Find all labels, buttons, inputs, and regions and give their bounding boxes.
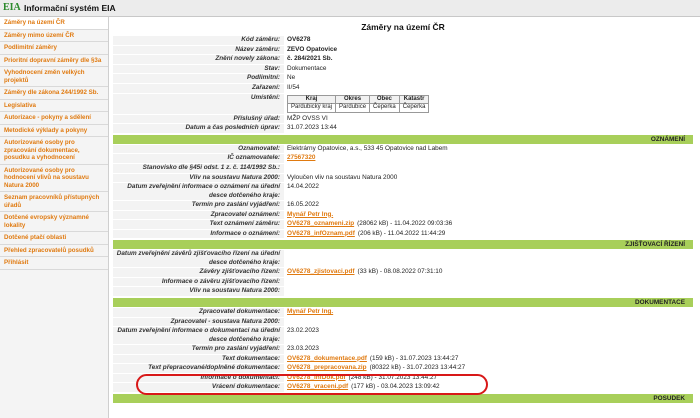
field-value xyxy=(284,183,693,200)
sidebar-item-vyhodnoceni-zmen-velkych-projektu[interactable]: Vyhodnocení změn velkých projektů xyxy=(0,67,108,87)
location-header: Okres xyxy=(336,95,370,104)
field-row xyxy=(113,145,693,155)
sidebar-item-autorizace-pokyny-a-sdeleni[interactable]: Autorizace - pokyny a sdělení xyxy=(0,112,108,125)
field-row xyxy=(113,250,693,268)
field-label: Vliv na soustavu Natura 2000: xyxy=(113,287,284,296)
app-header xyxy=(0,0,700,17)
field-link[interactable]: OV6278_dokumentace.pdf xyxy=(287,354,367,362)
field-label: Zpracovatel - soustava Natura 2000: xyxy=(113,318,284,327)
field-row xyxy=(113,164,693,174)
field-value xyxy=(284,287,693,296)
project-header xyxy=(113,36,693,94)
field-row xyxy=(113,154,693,164)
sidebar-item-prehled-zpracovatelu-posudku[interactable]: Přehled zpracovatelů posudků xyxy=(0,245,108,258)
sidebar-item-seznam-pracovniku-pristupnych-uradu[interactable]: Seznam pracovníků přístupných úřadů xyxy=(0,192,108,212)
field-value xyxy=(284,36,693,45)
field-row xyxy=(113,278,693,288)
page-title: Záměry na území ČR xyxy=(361,22,445,32)
field-link[interactable]: OV6278_zjistovaci.pdf xyxy=(287,268,355,276)
field-text: 16.05.2022 xyxy=(287,200,319,208)
field-label: Text oznámení záměru: xyxy=(113,220,284,229)
field-value xyxy=(284,46,693,55)
field-value xyxy=(284,124,693,133)
field-label: Datum zveřejnění závěrů zjišťovacího řízení na úřední desce dotčeného kraje: xyxy=(113,250,284,267)
field-value xyxy=(284,145,693,154)
field-row xyxy=(113,55,693,65)
field-text: OV6278 xyxy=(287,36,311,43)
field-link[interactable]: OV6278_infDok.pdf xyxy=(287,373,346,381)
sidebar xyxy=(0,17,109,418)
field-value xyxy=(284,327,693,344)
highlight-annotation xyxy=(136,374,488,395)
location-label: Umístění: xyxy=(113,94,284,114)
field-link[interactable]: OV6278_prepracovana.zip xyxy=(287,364,367,372)
field-row xyxy=(113,345,693,355)
field-row xyxy=(113,174,693,184)
location-header: Kraj xyxy=(288,95,336,104)
sidebar-item-metodicke-vyklady-a-pokyny[interactable]: Metodické výklady a pokyny xyxy=(0,125,108,138)
location-cell: Čeperka xyxy=(370,104,400,113)
field-text: 14.04.2022 xyxy=(287,183,319,191)
field-value xyxy=(284,250,693,267)
field-row xyxy=(113,201,693,211)
sidebar-item-podlimitni-zamery[interactable]: Podlimitní záměry xyxy=(0,42,108,55)
field-text: (248 kB) - 31.07.2023 13:44:27 xyxy=(348,373,438,381)
sections xyxy=(113,135,693,403)
sidebar-item-prioritni-dopravni-zamery-dle-3a[interactable]: Prioritní dopravní záměry dle §3a xyxy=(0,55,108,68)
section-header-posudek: POSUDEK xyxy=(113,394,693,403)
field-text: 23.02.2023 xyxy=(287,327,319,335)
field-label: Vrácení dokumentace: xyxy=(113,383,284,392)
field-label: Závěry zjišťovacího řízení: xyxy=(113,268,284,277)
field-label: Zpracovatel oznámení: xyxy=(113,211,284,220)
field-value xyxy=(284,74,693,83)
field-row xyxy=(113,115,693,125)
field-value xyxy=(284,174,693,183)
field-text: (206 kB) - 11.04.2022 11:44:29 xyxy=(357,229,446,237)
field-row xyxy=(113,287,693,297)
location-header: Katastr xyxy=(399,95,429,104)
field-value xyxy=(284,278,693,287)
location-header: Obec xyxy=(370,95,400,104)
sidebar-item-dotcene-evropsky-vyznamne-lokality[interactable]: Dotčené evropsky významné lokality xyxy=(0,212,108,232)
field-value xyxy=(284,65,693,74)
field-text: Ne xyxy=(287,74,296,82)
field-row xyxy=(113,46,693,56)
main-content xyxy=(113,17,693,404)
project-tail xyxy=(113,115,693,134)
field-text: (33 kB) - 08.08.2022 07:31:10 xyxy=(357,268,443,276)
field-text: (80322 kB) - 31.07.2023 13:44:27 xyxy=(369,364,466,372)
field-label: Příslušný úřad: xyxy=(113,115,284,124)
field-value xyxy=(284,201,693,210)
field-row xyxy=(113,74,693,84)
field-text: (28062 kB) - 11.04.2022 09:03:36 xyxy=(357,220,453,228)
field-value xyxy=(284,84,693,93)
field-label: Datum zveřejnění informace o dokumentaci na úřední desce dotčeného kraje: xyxy=(113,327,284,344)
field-value xyxy=(284,345,693,354)
sidebar-item-zamery-mimo-uzemi-cr[interactable]: Záměry mimo území ČR xyxy=(0,30,108,43)
field-row xyxy=(113,318,693,328)
field-row xyxy=(113,124,693,134)
field-label: Vliv na soustavu Natura 2000: xyxy=(113,174,284,183)
field-link[interactable]: Mynář Petr Ing. xyxy=(287,210,334,218)
field-row xyxy=(113,364,693,374)
sidebar-item-legislativa[interactable]: Legislativa xyxy=(0,100,108,113)
location-table xyxy=(287,95,429,113)
field-value xyxy=(284,115,693,124)
field-value xyxy=(284,220,693,229)
field-value xyxy=(284,308,693,317)
field-link[interactable]: 27567320 xyxy=(287,154,316,162)
field-row xyxy=(113,36,693,46)
field-text: č. 284/2021 Sb. xyxy=(287,55,333,63)
field-row xyxy=(113,65,693,75)
field-text: ZEVO Opatovice xyxy=(287,45,338,53)
field-label: Stav: xyxy=(113,65,284,74)
field-label: Datum zveřejnění informace o oznámení na úřední desce dotčeného kraje: xyxy=(113,183,284,200)
field-text: II/54 xyxy=(287,83,300,91)
location-row xyxy=(113,94,693,115)
field-row xyxy=(113,183,693,201)
field-value xyxy=(284,318,693,327)
field-row xyxy=(113,220,693,230)
field-row xyxy=(113,327,693,345)
location-cell: Čeperka xyxy=(399,104,429,113)
field-label: Informace o dokumentaci: xyxy=(113,374,284,383)
field-value xyxy=(284,164,693,173)
field-row xyxy=(113,211,693,221)
field-text: MŽP OVSS VI xyxy=(287,114,328,122)
field-value xyxy=(284,55,693,64)
field-text: (177 kB) - 03.04.2023 13:09:42 xyxy=(351,383,440,391)
field-text: 31.07.2023 13:44 xyxy=(287,124,337,132)
field-link[interactable]: OV6278_oznameni.zip xyxy=(287,220,355,228)
field-link[interactable]: OV6278_vraceni.pdf xyxy=(287,383,349,391)
field-label: Podlimitní: xyxy=(113,74,284,83)
field-label: Informace o závěru zjišťovacího řízení: xyxy=(113,278,284,287)
field-row xyxy=(113,308,693,318)
field-value xyxy=(284,268,693,277)
field-link[interactable]: Mynář Petr Ing. xyxy=(287,307,334,315)
field-label: IČ oznamovatele: xyxy=(113,154,284,163)
section-header-oznameni: OZNÁMENÍ xyxy=(113,135,693,144)
location-cell: Pardubice xyxy=(336,104,370,113)
field-row xyxy=(113,268,693,278)
field-label: Text dokumentace: xyxy=(113,355,284,364)
field-label: Oznamovatel: xyxy=(113,145,284,154)
field-label: Zpracovatel dokumentace: xyxy=(113,308,284,317)
field-label: Zařazení: xyxy=(113,84,284,93)
field-row xyxy=(113,355,693,365)
field-value xyxy=(284,211,693,220)
field-label: Stanovisko dle §45i odst. 1 z. č. 114/1992 Sb.: xyxy=(113,164,284,173)
sidebar-item-prihlasit[interactable]: Přihlásit xyxy=(0,257,108,270)
section-header-dokumentace: DOKUMENTACE xyxy=(113,298,693,307)
field-label: Datum a čas posledních úprav: xyxy=(113,124,284,133)
field-label: Termín pro zaslání vyjádření: xyxy=(113,345,284,354)
location-cell: Pardubický kraj xyxy=(288,104,336,113)
field-value xyxy=(284,230,693,239)
field-label: Text přepracované/doplněné dokumentace: xyxy=(113,364,284,373)
sidebar-item-autorizovane-osoby-pro-hodnoceni-vlivu-na-soustavu-natura-2000[interactable]: Autorizované osoby pro hodnocení vlivů na soustavu Natura 2000 xyxy=(0,165,108,193)
field-link[interactable]: OV6278_infOznam.pdf xyxy=(287,229,355,237)
field-value xyxy=(284,154,693,163)
field-row xyxy=(113,84,693,94)
field-text: (159 kB) - 31.07.2023 13:44:27 xyxy=(369,354,459,362)
field-label: Kód záměru: xyxy=(113,36,284,45)
field-text: 23.03.2023 xyxy=(287,344,319,352)
field-value xyxy=(284,355,693,364)
sidebar-item-zamery-na-uzemi-cr[interactable]: Záměry na území ČR xyxy=(0,17,108,30)
eia-logo-icon: EIA xyxy=(3,2,21,13)
field-label: Informace o oznámení: xyxy=(113,230,284,239)
field-text: Vyloučen vliv na soustavu Natura 2000 xyxy=(287,173,398,181)
field-value xyxy=(284,364,693,373)
section-header-zjistovaci-rizeni: ZJIŠŤOVACÍ ŘÍZENÍ xyxy=(113,240,693,249)
field-text: Elektrárny Opatovice, a.s., 533 45 Opatovice nad Labem xyxy=(287,144,448,152)
field-label: Znění novely zákona: xyxy=(113,55,284,64)
field-row xyxy=(113,230,693,240)
app-title: Informační systém EIA xyxy=(24,3,116,13)
sidebar-item-dotcene-ptaci-oblasti[interactable]: Dotčené ptačí oblasti xyxy=(0,232,108,245)
field-text: Dokumentace xyxy=(287,64,327,72)
field-label: Název záměru: xyxy=(113,46,284,55)
sidebar-item-autorizovane-osoby-pro-zpracovani-dokumentace-posudku-a-vyhodnoceni[interactable]: Autorizované osoby pro zpracování dokumentace, posudku a vyhodnocení xyxy=(0,137,108,165)
field-label: Termín pro zaslání vyjádření: xyxy=(113,201,284,210)
sidebar-item-zamery-dle-zakona-244-1992-sb[interactable]: Záměry dle zákona 244/1992 Sb. xyxy=(0,87,108,100)
